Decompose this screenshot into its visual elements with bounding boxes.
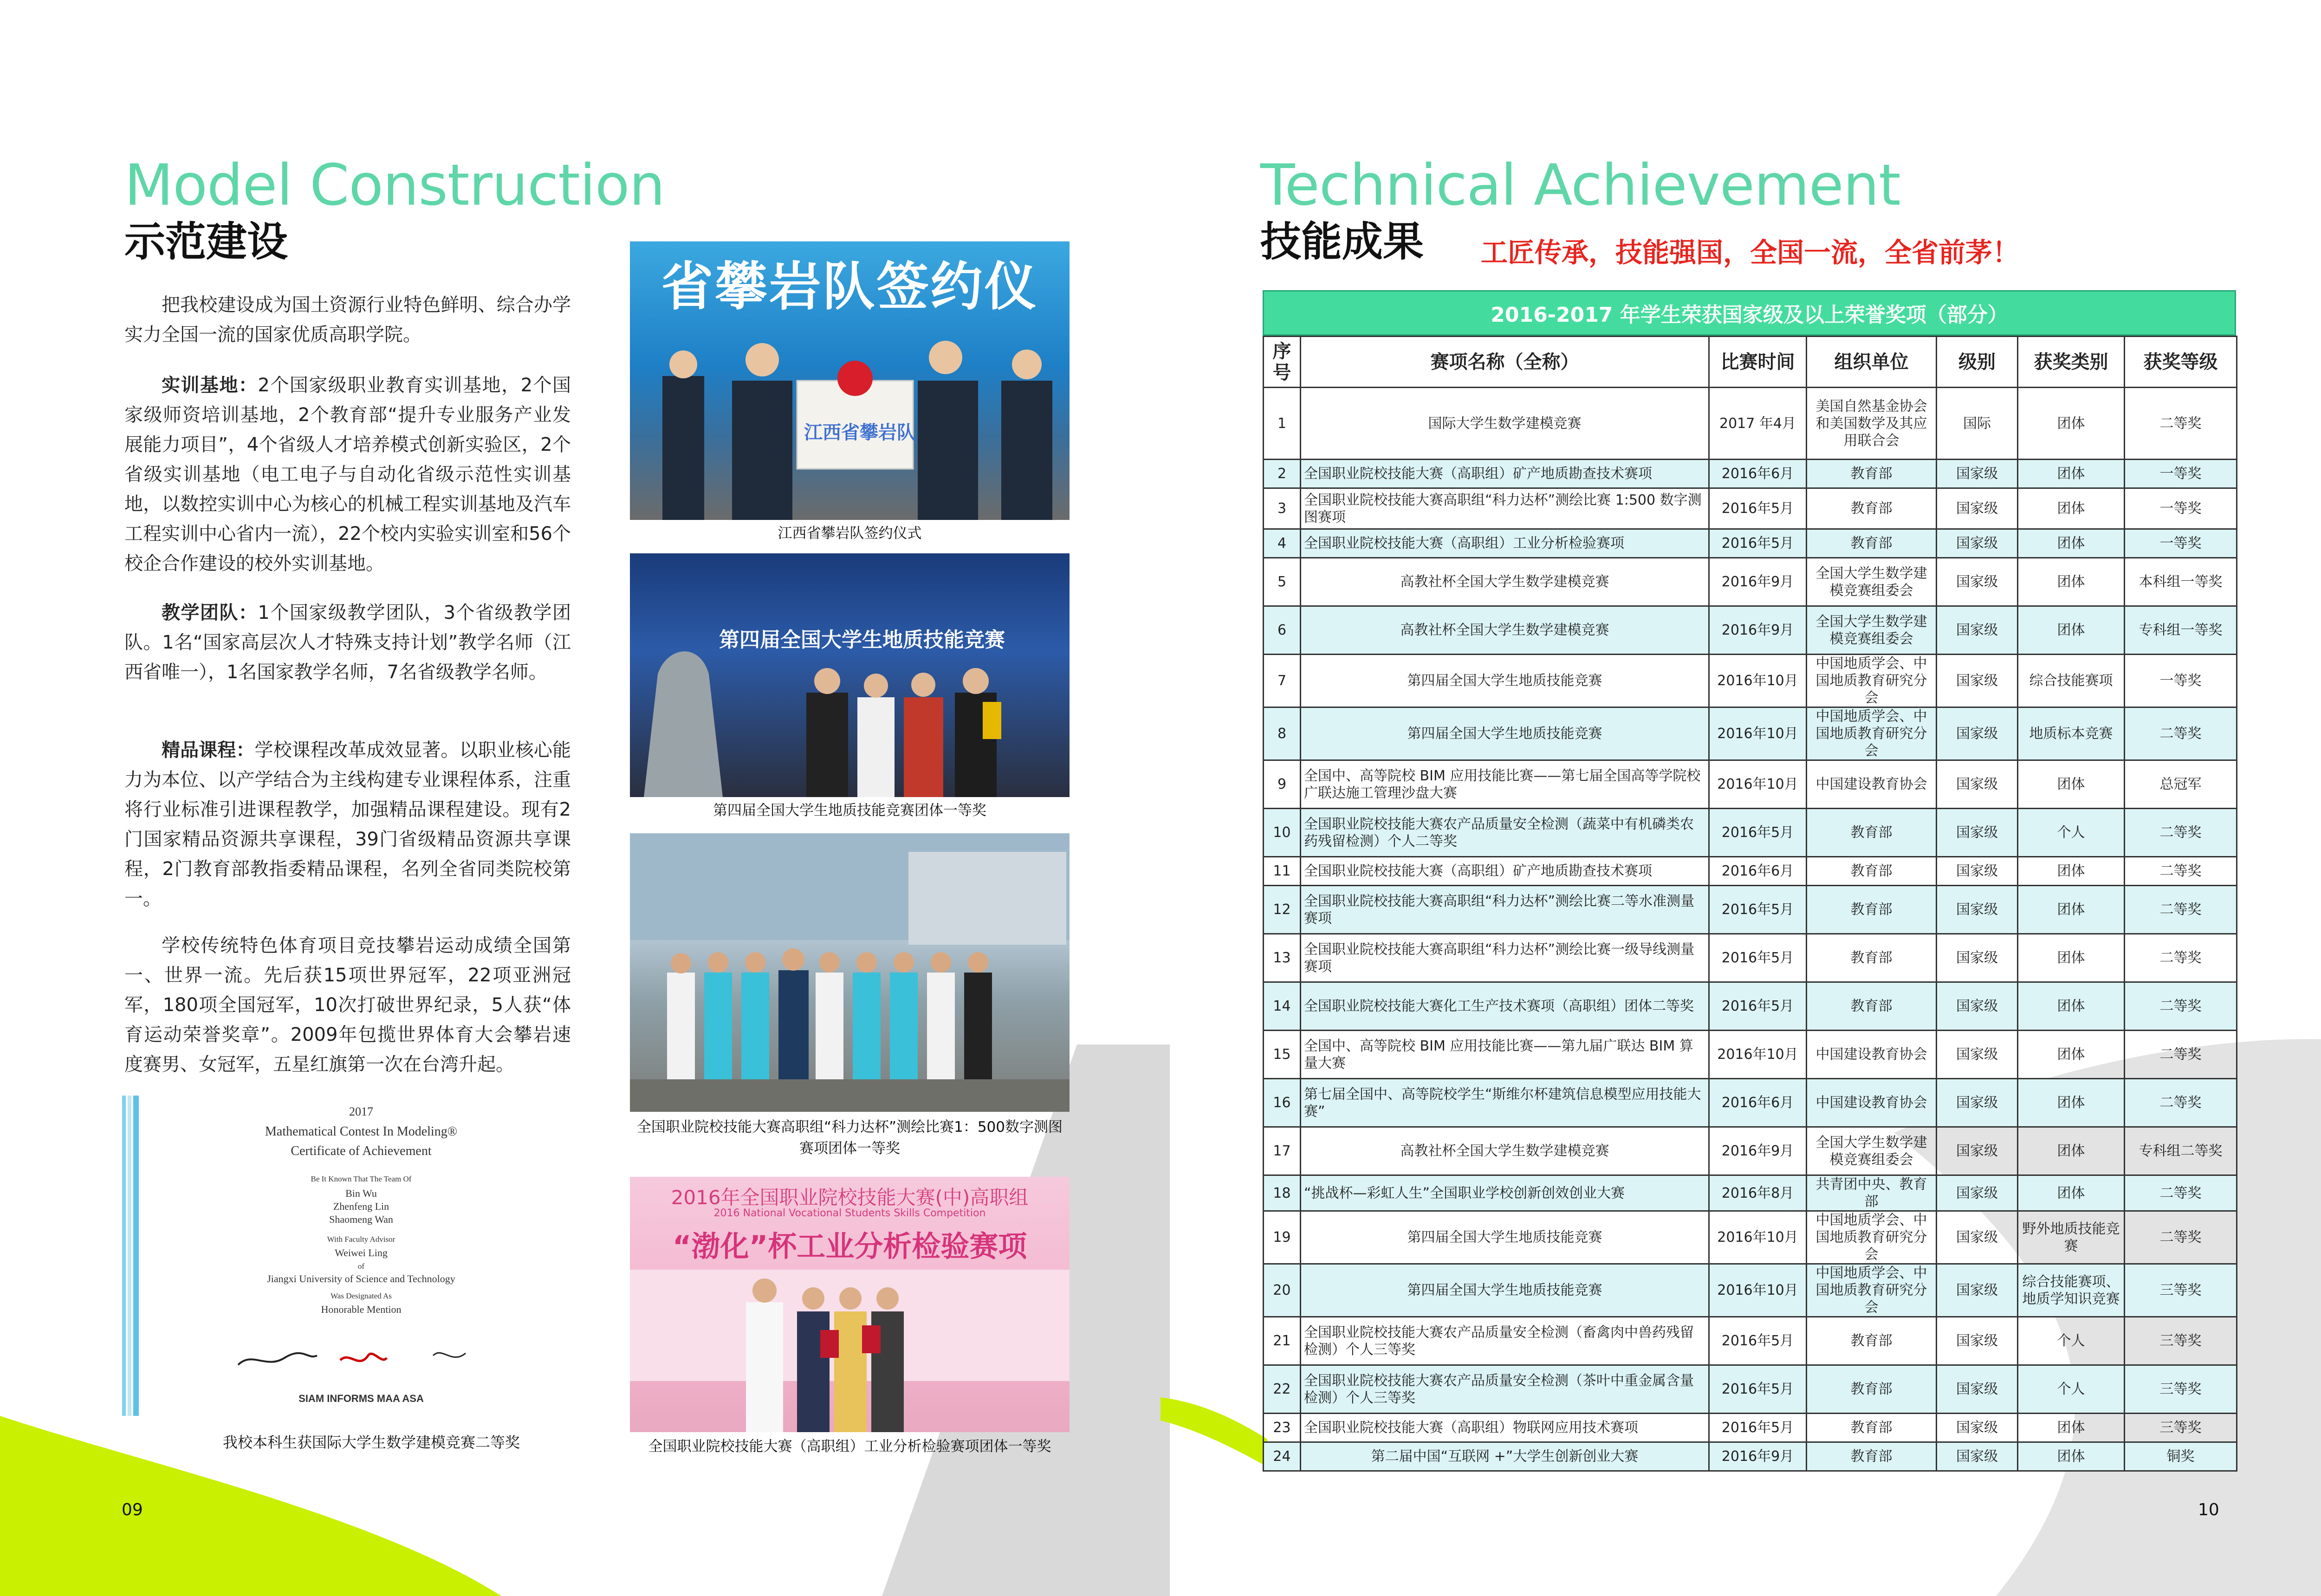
cell-event-name: 第四届全国大学生地质技能竞赛 bbox=[1301, 1264, 1709, 1317]
cell-organizer: 教育部 bbox=[1807, 886, 1937, 934]
cell-date: 2016年5月 bbox=[1709, 1317, 1807, 1365]
cell-category: 团体 bbox=[2018, 388, 2125, 460]
cell-index: 9 bbox=[1264, 760, 1301, 809]
cell-date: 2016年10月 bbox=[1709, 760, 1807, 809]
cell-index: 11 bbox=[1264, 857, 1301, 886]
cell-date: 2016年5月 bbox=[1709, 886, 1807, 934]
cell-event-name: 第七届全国中、高等院校学生“斯维尔杯建筑信息模型应用技能大赛” bbox=[1301, 1079, 1709, 1127]
cert-title: Mathematical Contest In Modeling® bbox=[265, 1124, 457, 1139]
cell-event-name: 高教社杯全国大学生数学建模竞赛 bbox=[1301, 606, 1709, 655]
cell-level: 国家级 bbox=[1937, 1031, 2018, 1079]
cell-level: 国家级 bbox=[1937, 857, 2018, 886]
cell-event-name: 全国中、高等院校 BIM 应用技能比赛——第九届广联达 BIM 算量大赛 bbox=[1301, 1031, 1709, 1079]
cell-award: 二等奖 bbox=[2125, 886, 2237, 934]
cell-event-name: 第四届全国大学生地质技能竞赛 bbox=[1301, 1211, 1709, 1264]
table-row bbox=[1264, 1264, 2237, 1317]
cell-organizer: 全国大学生数学建模竞赛组委会 bbox=[1807, 606, 1937, 655]
cell-date: 2016年6月 bbox=[1709, 857, 1807, 886]
table-row bbox=[1264, 460, 2237, 488]
certificate-caption: 我校本科生获国际大学生数学建模竞赛二等奖 bbox=[222, 1434, 520, 1451]
cell-category: 个人 bbox=[2018, 1365, 2125, 1414]
cell-category: 团体 bbox=[2018, 1175, 2125, 1211]
cell-category: 团体 bbox=[2018, 1442, 2125, 1471]
cell-organizer: 中国建设教育协会 bbox=[1807, 1079, 1937, 1127]
cell-index: 5 bbox=[1264, 558, 1301, 606]
photo-3-people bbox=[630, 833, 1070, 1112]
heading-english-left: Model Construction bbox=[124, 152, 665, 218]
cell-organizer: 教育部 bbox=[1807, 934, 1937, 982]
cell-level: 国家级 bbox=[1937, 1127, 2018, 1175]
cell-award: 总冠军 bbox=[2125, 760, 2237, 809]
cert-name-2: Zhenfeng Lin bbox=[333, 1200, 389, 1212]
cell-award: 二等奖 bbox=[2125, 857, 2237, 886]
photo-1-people bbox=[630, 241, 1070, 520]
table-row bbox=[1264, 1442, 2237, 1471]
cell-level: 国家级 bbox=[1937, 809, 2018, 857]
cell-level: 国家级 bbox=[1937, 760, 2018, 809]
cell-level: 国家级 bbox=[1937, 529, 2018, 558]
cell-award: 本科组一等奖 bbox=[2125, 558, 2237, 606]
table-row bbox=[1264, 1211, 2237, 1264]
cert-sponsor-logos: SIAM INFORMS MAA ASA bbox=[298, 1393, 424, 1404]
cell-organizer: 教育部 bbox=[1807, 1365, 1937, 1414]
slogan: 工匠传承，技能强国，全国一流，全省前茅！ bbox=[1481, 237, 2020, 268]
cell-index: 13 bbox=[1264, 934, 1301, 982]
heading-chinese-left: 示范建设 bbox=[124, 218, 288, 266]
photo-3-caption: 全国职业院校技能大赛高职组“科力达杯”测绘比赛1：500数字测图赛项团体一等奖 bbox=[636, 1119, 1063, 1157]
cell-level: 国家级 bbox=[1937, 488, 2018, 529]
table-row bbox=[1264, 1079, 2237, 1127]
cell-award: 专科组一等奖 bbox=[2125, 606, 2237, 655]
page-number-left: 09 bbox=[122, 1500, 143, 1519]
cell-index: 2 bbox=[1264, 460, 1301, 488]
cell-category: 综合技能赛项 bbox=[2018, 655, 2125, 707]
cell-organizer: 中国地质学会、中国地质教育研究分会 bbox=[1807, 655, 1937, 707]
cell-award: 二等奖 bbox=[2125, 1031, 2237, 1079]
cell-category: 团体 bbox=[2018, 1079, 2125, 1127]
cell-date: 2016年10月 bbox=[1709, 1264, 1807, 1317]
cell-level: 国家级 bbox=[1937, 606, 2018, 655]
cell-date: 2016年6月 bbox=[1709, 1079, 1807, 1127]
cell-category: 团体 bbox=[2018, 886, 2125, 934]
cell-event-name: “挑战杯—彩虹人生”全国职业学校创新创效创业大赛 bbox=[1301, 1175, 1709, 1211]
cell-index: 15 bbox=[1264, 1031, 1301, 1079]
cell-level: 国家级 bbox=[1937, 1175, 2018, 1211]
table-row bbox=[1264, 760, 2237, 809]
cell-organizer: 教育部 bbox=[1807, 982, 1937, 1031]
cell-index: 20 bbox=[1264, 1264, 1301, 1317]
cell-index: 19 bbox=[1264, 1211, 1301, 1264]
cell-category: 团体 bbox=[2018, 857, 2125, 886]
cell-index: 23 bbox=[1264, 1414, 1301, 1442]
cell-index: 12 bbox=[1264, 886, 1301, 934]
cell-category: 团体 bbox=[2018, 982, 2125, 1031]
cell-level: 国际 bbox=[1937, 388, 2018, 460]
cell-index: 1 bbox=[1264, 388, 1301, 460]
cell-award: 二等奖 bbox=[2125, 809, 2237, 857]
table-row bbox=[1264, 1317, 2237, 1365]
cell-category: 团体 bbox=[2018, 760, 2125, 809]
cert-advisor: Weiwei Ling bbox=[335, 1247, 388, 1259]
cell-organizer: 教育部 bbox=[1807, 1317, 1937, 1365]
cell-index: 6 bbox=[1264, 606, 1301, 655]
cell-date: 2016年9月 bbox=[1709, 1442, 1807, 1471]
cell-award: 一等奖 bbox=[2125, 488, 2237, 529]
photo-2-caption: 第四届全国大学生地质技能竞赛团体一等奖 bbox=[713, 802, 986, 819]
table-header-row bbox=[1264, 337, 2237, 388]
cell-organizer: 教育部 bbox=[1807, 488, 1937, 529]
table-row bbox=[1264, 1414, 2237, 1442]
cell-event-name: 全国职业院校技能大赛农产品质量安全检测（蔬菜中有机磷类农药残留检测）个人二等奖 bbox=[1301, 809, 1709, 857]
quality-course-label: 精品课程： bbox=[162, 740, 255, 761]
cell-award: 三等奖 bbox=[2125, 1264, 2237, 1317]
photo-4-caption: 全国职业院校技能大赛（高职组）工业分析检验赛项团体一等奖 bbox=[648, 1438, 1051, 1455]
teaching-team-label: 教学团队： bbox=[162, 602, 258, 623]
cell-category: 团体 bbox=[2018, 558, 2125, 606]
awards-table-container bbox=[1263, 290, 2236, 1472]
table-row bbox=[1264, 857, 2237, 886]
header-cell: 序号 bbox=[1264, 337, 1301, 388]
cert-advisor-label: With Faculty Advisor bbox=[327, 1235, 395, 1244]
cell-award: 二等奖 bbox=[2125, 1211, 2237, 1264]
photo-2-people bbox=[630, 553, 1070, 797]
table-row bbox=[1264, 655, 2237, 707]
cell-date: 2016年10月 bbox=[1709, 655, 1807, 707]
training-base-text: 2个国家级职业教育实训基地，2个国家级师资培训基地，2个教育部“提升专业服务产业发展能力项目”，4个省级人才培养模式创新实验区，2个省级实训基地（电工电子与自动化省级示范性实训基地，以数控实训中心为核心的机械工程实训基地及汽车工程实训中心省内一流），22个校内实验实训室和56个校企合作建设的校外实训基地。 bbox=[124, 375, 571, 574]
table-row bbox=[1264, 1031, 2237, 1079]
cell-event-name: 全国职业院校技能大赛（高职组）物联网应用技术赛项 bbox=[1301, 1414, 1709, 1442]
cell-organizer: 中国地质学会、中国地质教育研究分会 bbox=[1807, 707, 1937, 760]
cell-date: 2016年9月 bbox=[1709, 558, 1807, 606]
cell-index: 18 bbox=[1264, 1175, 1301, 1211]
cell-level: 国家级 bbox=[1937, 1414, 2018, 1442]
cell-category: 团体 bbox=[2018, 606, 2125, 655]
cell-event-name: 第四届全国大学生地质技能竞赛 bbox=[1301, 655, 1709, 707]
cell-category: 综合技能赛项、地质学知识竞赛 bbox=[2018, 1264, 2125, 1317]
table-row bbox=[1264, 388, 2237, 460]
table-row bbox=[1264, 1365, 2237, 1414]
cell-level: 国家级 bbox=[1937, 982, 2018, 1031]
certificate-image bbox=[122, 1096, 572, 1416]
cell-index: 14 bbox=[1264, 982, 1301, 1031]
cell-category: 地质标本竞赛 bbox=[2018, 707, 2125, 760]
cell-organizer: 中国地质学会、中国地质教育研究分会 bbox=[1807, 1211, 1937, 1264]
photo-4-banner-sub: 2016 National Vocational Students Skills Competition bbox=[713, 1207, 986, 1219]
sports-paragraph: 学校传统特色体育项目竞技攀岩运动成绩全国第一、世界一流。先后获15项世界冠军，22项亚洲冠军，180项全国冠军，10次打破世界纪录，5人获“体育运动荣誉奖章”。2009年包揽世界体育大会攀岩速度赛男、女冠军，五星红旗第一次在台湾升起。 bbox=[124, 935, 571, 1075]
cell-award: 二等奖 bbox=[2125, 934, 2237, 982]
cell-date: 2016年5月 bbox=[1709, 1414, 1807, 1442]
cell-organizer: 教育部 bbox=[1807, 857, 1937, 886]
cell-event-name: 全国职业院校技能大赛（高职组）矿产地质勘查技术赛项 bbox=[1301, 857, 1709, 886]
table-row bbox=[1264, 558, 2237, 606]
cell-event-name: 国际大学生数学建模竞赛 bbox=[1301, 388, 1709, 460]
cert-year: 2017 bbox=[349, 1105, 373, 1118]
photo-4-people bbox=[630, 1177, 1070, 1432]
training-base-label: 实训基地： bbox=[162, 375, 258, 396]
table-row bbox=[1264, 1127, 2237, 1175]
cell-date: 2016年10月 bbox=[1709, 707, 1807, 760]
cell-index: 7 bbox=[1264, 655, 1301, 707]
cell-category: 团体 bbox=[2018, 934, 2125, 982]
table-row bbox=[1264, 606, 2237, 655]
cell-award: 二等奖 bbox=[2125, 388, 2237, 460]
table-row bbox=[1264, 982, 2237, 1031]
cell-event-name: 全国职业院校技能大赛（高职组）工业分析检验赛项 bbox=[1301, 529, 1709, 558]
cell-event-name: 全国职业院校技能大赛农产品质量安全检测（茶叶中重金属含量检测）个人三等奖 bbox=[1301, 1365, 1709, 1414]
cell-level: 国家级 bbox=[1937, 1442, 2018, 1471]
cell-award: 三等奖 bbox=[2125, 1317, 2237, 1365]
cell-index: 4 bbox=[1264, 529, 1301, 558]
photo-signing-ceremony bbox=[630, 241, 1070, 520]
photo-1-banner: 省攀岩队签约仪 bbox=[661, 257, 1038, 317]
cell-index: 8 bbox=[1264, 707, 1301, 760]
cell-award: 二等奖 bbox=[2125, 1175, 2237, 1211]
awards-table-title: 2016-2017 年学生荣获国家级及以上荣誉奖项（部分） bbox=[1263, 290, 2236, 336]
table-row bbox=[1264, 809, 2237, 857]
cell-level: 国家级 bbox=[1937, 460, 2018, 488]
cell-level: 国家级 bbox=[1937, 1365, 2018, 1414]
cell-index: 3 bbox=[1264, 488, 1301, 529]
cell-award: 三等奖 bbox=[2125, 1365, 2237, 1414]
cell-category: 个人 bbox=[2018, 1317, 2125, 1365]
cell-date: 2016年5月 bbox=[1709, 934, 1807, 982]
table-row bbox=[1264, 488, 2237, 529]
cert-designated: Was Designated As bbox=[331, 1291, 392, 1300]
cell-level: 国家级 bbox=[1937, 934, 2018, 982]
cell-organizer: 全国大学生数学建模竞赛组委会 bbox=[1807, 1127, 1937, 1175]
cert-of: of bbox=[357, 1262, 365, 1271]
cell-date: 2016年5月 bbox=[1709, 982, 1807, 1031]
cell-award: 二等奖 bbox=[2125, 707, 2237, 760]
photo-1-caption: 江西省攀岩队签约仪式 bbox=[778, 525, 922, 542]
quality-course-text: 学校课程改革成效显著。以职业核心能力为本位、以产学结合为主线构建专业课程体系，注重将行业标准引进课程教学，加强精品课程建设。现有2门国家精品资源共享课程，39门省级精品资源共享课程，2门教育部教指委精品课程，名列全省同类院校第一。 bbox=[124, 740, 571, 909]
teaching-team-text: 1个国家级教学团队，3个省级教学团队。1名“国家高层次人才特殊支持计划”教学名师（江西省唯一），1名国家教学名师，7名省级教学名师。 bbox=[124, 602, 571, 683]
awards-table bbox=[1263, 336, 2237, 1472]
cell-event-name: 第二届中国“互联网 +”大学生创新创业大赛 bbox=[1301, 1442, 1709, 1471]
certificate-stripe bbox=[122, 1096, 139, 1416]
cell-organizer: 中国建设教育协会 bbox=[1807, 1031, 1937, 1079]
cert-known: Be It Known That The Team Of bbox=[311, 1174, 412, 1183]
cell-event-name: 全国职业院校技能大赛高职组“科力达杯”测绘比赛一级导线测量赛项 bbox=[1301, 934, 1709, 982]
cell-event-name: 全国职业院校技能大赛高职组“科力达杯”测绘比赛二等水准测量赛项 bbox=[1301, 886, 1709, 934]
header-cell: 获奖类别 bbox=[2018, 337, 2125, 388]
photo-1-sign: 江西省攀岩队 bbox=[804, 422, 915, 443]
cell-organizer: 教育部 bbox=[1807, 809, 1937, 857]
lime-swoosh-right bbox=[1160, 1397, 1267, 1467]
header-cell: 组织单位 bbox=[1807, 337, 1937, 388]
cell-organizer: 教育部 bbox=[1807, 1414, 1937, 1442]
training-base-paragraph bbox=[124, 370, 571, 578]
cell-organizer: 中国地质学会、中国地质教育研究分会 bbox=[1807, 1264, 1937, 1317]
header-cell: 赛项名称（全称） bbox=[1301, 337, 1709, 388]
cell-level: 国家级 bbox=[1937, 1264, 2018, 1317]
cell-category: 个人 bbox=[2018, 809, 2125, 857]
cell-award: 一等奖 bbox=[2125, 655, 2237, 707]
cell-level: 国家级 bbox=[1937, 886, 2018, 934]
cell-organizer: 共青团中央、教育部 bbox=[1807, 1175, 1937, 1211]
cell-organizer: 美国自然基金协会和美国数学及其应用联合会 bbox=[1807, 388, 1937, 460]
cell-level: 国家级 bbox=[1937, 558, 2018, 606]
cell-category: 团体 bbox=[2018, 529, 2125, 558]
cell-category: 团体 bbox=[2018, 1127, 2125, 1175]
cell-event-name: 全国职业院校技能大赛化工生产技术赛项（高职组）团体二等奖 bbox=[1301, 982, 1709, 1031]
cell-award: 一等奖 bbox=[2125, 529, 2237, 558]
quality-course-paragraph bbox=[124, 735, 571, 914]
cell-level: 国家级 bbox=[1937, 1211, 2018, 1264]
cell-date: 2016年10月 bbox=[1709, 1031, 1807, 1079]
cell-index: 24 bbox=[1264, 1442, 1301, 1471]
cert-name-3: Shaomeng Wan bbox=[329, 1213, 393, 1225]
cell-event-name: 第四届全国大学生地质技能竞赛 bbox=[1301, 707, 1709, 760]
cell-index: 22 bbox=[1264, 1365, 1301, 1414]
cell-event-name: 全国职业院校技能大赛农产品质量安全检测（畜禽肉中兽药残留检测）个人三等奖 bbox=[1301, 1317, 1709, 1365]
teaching-team-paragraph bbox=[124, 598, 571, 687]
page-number-right: 10 bbox=[2198, 1500, 2219, 1519]
cell-date: 2016年5月 bbox=[1709, 488, 1807, 529]
header-cell: 比赛时间 bbox=[1709, 337, 1807, 388]
cell-date: 2016年9月 bbox=[1709, 606, 1807, 655]
cert-subtitle: Certificate of Achievement bbox=[291, 1144, 432, 1158]
table-row bbox=[1264, 707, 2237, 760]
cell-award: 一等奖 bbox=[2125, 460, 2237, 488]
cell-event-name: 全国职业院校技能大赛（高职组）矿产地质勘查技术赛项 bbox=[1301, 460, 1709, 488]
photo-2-banner: 第四届全国大学生地质技能竞赛 bbox=[719, 628, 1005, 652]
cell-category: 团体 bbox=[2018, 1414, 2125, 1442]
cell-award: 三等奖 bbox=[2125, 1414, 2237, 1442]
cell-event-name: 全国中、高等院校 BIM 应用技能比赛——第七届全国高等学院校广联达施工管理沙盘大赛 bbox=[1301, 760, 1709, 809]
cell-date: 2017 年4月 bbox=[1709, 388, 1807, 460]
cell-organizer: 全国大学生数学建模竞赛组委会 bbox=[1807, 558, 1937, 606]
cell-category: 团体 bbox=[2018, 488, 2125, 529]
cell-index: 21 bbox=[1264, 1317, 1301, 1365]
cell-award: 专科组二等奖 bbox=[2125, 1127, 2237, 1175]
photo-surveying-team bbox=[630, 833, 1070, 1112]
photo-4-banner: 2016年全国职业院校技能大赛(中)高职组 bbox=[671, 1186, 1029, 1209]
cell-level: 国家级 bbox=[1937, 1317, 2018, 1365]
cell-organizer: 教育部 bbox=[1807, 460, 1937, 488]
photo-geology-competition bbox=[630, 553, 1070, 797]
cell-category: 团体 bbox=[2018, 460, 2125, 488]
intro-paragraph: 把我校建设成为国土资源行业特色鲜明、综合办学实力全国一流的国家优质高职学院。 bbox=[124, 294, 571, 345]
cert-school: Jiangxi University of Science and Technology bbox=[267, 1273, 455, 1285]
table-row bbox=[1264, 886, 2237, 934]
cell-event-name: 全国职业院校技能大赛高职组“科力达杯”测绘比赛 1:500 数字测图赛项 bbox=[1301, 488, 1709, 529]
cell-date: 2016年5月 bbox=[1709, 809, 1807, 857]
cell-index: 10 bbox=[1264, 809, 1301, 857]
cell-category: 野外地质技能竞赛 bbox=[2018, 1211, 2125, 1264]
cell-date: 2016年10月 bbox=[1709, 1211, 1807, 1264]
cell-organizer: 中国建设教育协会 bbox=[1807, 760, 1937, 809]
cert-award: Honorable Mention bbox=[321, 1304, 402, 1315]
cert-signatures bbox=[233, 1342, 512, 1383]
cell-index: 16 bbox=[1264, 1079, 1301, 1127]
heading-english-right: Technical Achievement bbox=[1260, 152, 1900, 218]
cell-date: 2016年5月 bbox=[1709, 529, 1807, 558]
photo-4-banner-2: “渤化”杯工业分析检验赛项 bbox=[672, 1229, 1027, 1263]
cell-date: 2016年8月 bbox=[1709, 1175, 1807, 1211]
cell-date: 2016年9月 bbox=[1709, 1127, 1807, 1175]
cell-event-name: 高教社杯全国大学生数学建模竞赛 bbox=[1301, 1127, 1709, 1175]
table-row bbox=[1264, 934, 2237, 982]
cell-event-name: 高教社杯全国大学生数学建模竞赛 bbox=[1301, 558, 1709, 606]
cell-organizer: 教育部 bbox=[1807, 1442, 1937, 1471]
cell-award: 铜奖 bbox=[2125, 1442, 2237, 1471]
cell-index: 17 bbox=[1264, 1127, 1301, 1175]
cell-level: 国家级 bbox=[1937, 655, 2018, 707]
photo-industrial-analysis bbox=[630, 1177, 1070, 1432]
cell-organizer: 教育部 bbox=[1807, 529, 1937, 558]
heading-chinese-right: 技能成果 bbox=[1260, 218, 1424, 266]
cell-award: 二等奖 bbox=[2125, 1079, 2237, 1127]
cell-level: 国家级 bbox=[1937, 1079, 2018, 1127]
header-cell: 获奖等级 bbox=[2125, 337, 2237, 388]
cert-name-1: Bin Wu bbox=[345, 1187, 377, 1199]
header-cell: 级别 bbox=[1937, 337, 2018, 388]
cell-date: 2016年6月 bbox=[1709, 460, 1807, 488]
cell-award: 二等奖 bbox=[2125, 982, 2237, 1031]
cell-date: 2016年5月 bbox=[1709, 1365, 1807, 1414]
table-row bbox=[1264, 529, 2237, 558]
cell-level: 国家级 bbox=[1937, 707, 2018, 760]
cell-category: 团体 bbox=[2018, 1031, 2125, 1079]
table-row bbox=[1264, 1175, 2237, 1211]
